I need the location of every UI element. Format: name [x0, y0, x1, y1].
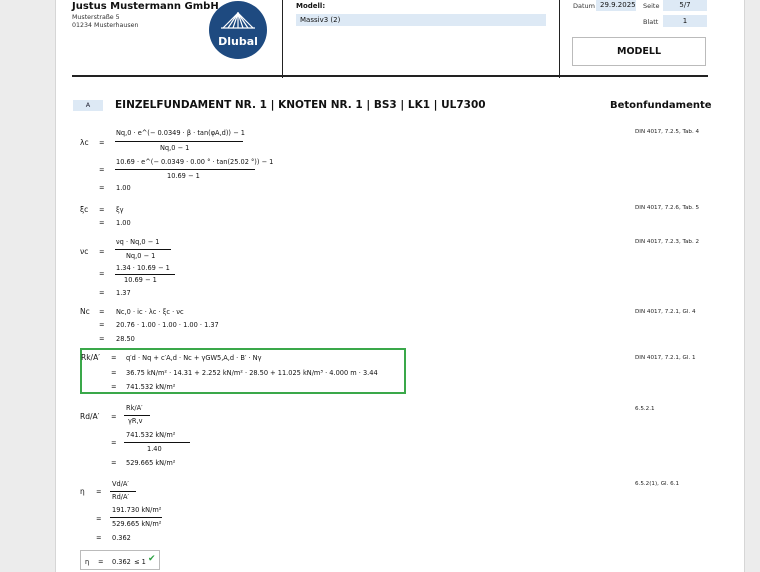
rd-numerator-values: 741.532 kN/m² [126, 431, 176, 439]
lambda-c-symbol: λc [80, 138, 89, 147]
date-value: 29.9.2025 [596, 0, 636, 11]
final-eta-value: 0.362 [112, 558, 131, 566]
xi-c-symbol: ξc [80, 205, 89, 214]
rd-reference: 6.5.2.1 [635, 406, 655, 412]
equals-sign: = [98, 558, 104, 566]
equals-sign: = [99, 335, 105, 343]
section-category: Betonfundamente [610, 100, 712, 111]
section-title-box: MODELL [572, 37, 706, 66]
eta-denominator: Rd/A′ [112, 493, 129, 501]
rk-values: 36.75 kN/m² · 14.31 + 2.252 kN/m² · 28.50 + 11.025 kN/m³ · 4.000 m · 3.44 [126, 369, 378, 377]
lambda-c-numerator: Nq,0 · e^(− 0.0349 · β · tan(φA,d)) − 1 [116, 129, 245, 137]
nu-c-numerator: νq · Nq,0 − 1 [116, 238, 160, 246]
section-title: EINZELFUNDAMENT NR. 1 | KNOTEN NR. 1 | BS3 | LK1 | UL7300 [115, 99, 486, 111]
eta-numerator: Vd/A′ [112, 480, 129, 488]
equals-sign: = [99, 248, 105, 256]
equals-sign: = [111, 459, 117, 467]
xi-c-result: 1.00 [116, 219, 131, 227]
model-label: Modell: [296, 2, 326, 10]
equals-sign: = [99, 321, 105, 329]
equals-sign: = [96, 534, 102, 542]
date-label: Datum [573, 2, 595, 10]
fraction-bar [124, 442, 190, 443]
sheet-value: 1 [663, 15, 707, 27]
n-c-result: 28.50 [116, 335, 135, 343]
rd-numerator: Rk/A′ [126, 404, 143, 412]
rk-reference: DIN 4017, 7.2.1, Gl. 1 [635, 355, 696, 361]
lambda-c-denominator-values: 10.69 − 1 [167, 172, 200, 180]
equals-sign: = [96, 488, 102, 496]
lambda-c-numerator-values: 10.69 · e^(− 0.0349 · 0.00 ° · tan(25.02 °)) − 1 [116, 158, 274, 166]
final-relation: ≤ 1 [134, 558, 146, 566]
equals-sign: = [111, 383, 117, 391]
eta-result: 0.362 [112, 534, 131, 542]
fraction-bar [115, 141, 243, 142]
n-c-values: 20.76 · 1.00 · 1.00 · 1.00 · 1.37 [116, 321, 219, 329]
nu-c-denominator: Nq,0 − 1 [126, 252, 156, 260]
logo-text: Dlubal [218, 35, 258, 48]
equals-sign: = [96, 515, 102, 523]
checkmark-icon: ✔ [148, 554, 156, 564]
equals-sign: = [111, 439, 117, 447]
equals-sign: = [99, 308, 105, 316]
eta-denominator-values: 529.665 kN/m² [112, 520, 162, 528]
rk-formula: q′d · Nq + c′A,d · Nc + γGW5,A,d · B′ · Nγ [126, 354, 262, 362]
xi-c-formula: ξγ [116, 206, 124, 214]
rd-denominator: γR,v [128, 417, 143, 425]
fraction-bar [124, 415, 150, 416]
n-c-symbol: Nc [80, 307, 90, 316]
equals-sign: = [99, 289, 105, 297]
equals-sign: = [99, 219, 105, 227]
section-badge: A [73, 100, 103, 111]
fraction-bar [110, 491, 136, 492]
equals-sign: = [111, 413, 117, 421]
equals-sign: = [99, 184, 105, 192]
equals-sign: = [99, 206, 105, 214]
model-value: Massiv3 (2) [296, 14, 546, 26]
page-label: Seite [643, 2, 660, 10]
fraction-bar [115, 169, 255, 170]
company-name: Justus Mustermann GmbH [72, 1, 219, 12]
lambda-c-result: 1.00 [116, 184, 131, 192]
equals-sign: = [99, 270, 105, 278]
equals-sign: = [111, 369, 117, 377]
final-eta-symbol: η [85, 558, 90, 566]
nu-c-denominator-values: 10.69 − 1 [124, 276, 157, 284]
nu-c-reference: DIN 4017, 7.2.3, Tab. 2 [635, 239, 700, 245]
company-address-street: Musterstraße 5 [72, 14, 120, 21]
header-divider [282, 0, 283, 78]
fraction-bar [110, 517, 162, 518]
eta-numerator-values: 191.730 kN/m² [112, 506, 162, 514]
equals-sign: = [99, 139, 105, 147]
dlubal-logo [209, 1, 267, 59]
header-divider [559, 0, 560, 78]
n-c-formula: Nc,0 · ic · λc · ξc · νc [116, 308, 184, 316]
fraction-bar [115, 249, 171, 250]
rd-result: 529.665 kN/m² [126, 459, 176, 467]
nu-c-numerator-values: 1.34 · 10.69 − 1 [116, 264, 170, 272]
xi-c-reference: DIN 4017, 7.2.6, Tab. 5 [635, 205, 700, 211]
sheet-label: Blatt [643, 18, 659, 26]
fraction-bar [115, 274, 175, 275]
rd-symbol: Rd/A′ [80, 412, 100, 421]
nu-c-result: 1.37 [116, 289, 131, 297]
rk-symbol: Rk/A′ [81, 353, 100, 362]
equals-sign: = [111, 354, 117, 362]
rd-denominator-values: 1.40 [147, 445, 162, 453]
n-c-reference: DIN 4017, 7.2.1, Gl. 4 [635, 309, 696, 315]
lambda-c-denominator: Nq,0 − 1 [160, 144, 190, 152]
company-address-city: 01234 Musterhausen [72, 22, 139, 29]
page-value: 5/7 [663, 0, 707, 11]
rk-result: 741.532 kN/m² [126, 383, 176, 391]
lambda-c-reference: DIN 4017, 7.2.5, Tab. 4 [635, 129, 700, 135]
nu-c-symbol: νc [80, 247, 89, 256]
eta-reference: 6.5.2(1), Gl. 6.1 [635, 481, 680, 487]
equals-sign: = [99, 166, 105, 174]
report-page [55, 0, 745, 572]
eta-symbol: η [80, 487, 85, 496]
header-rule [72, 75, 708, 77]
